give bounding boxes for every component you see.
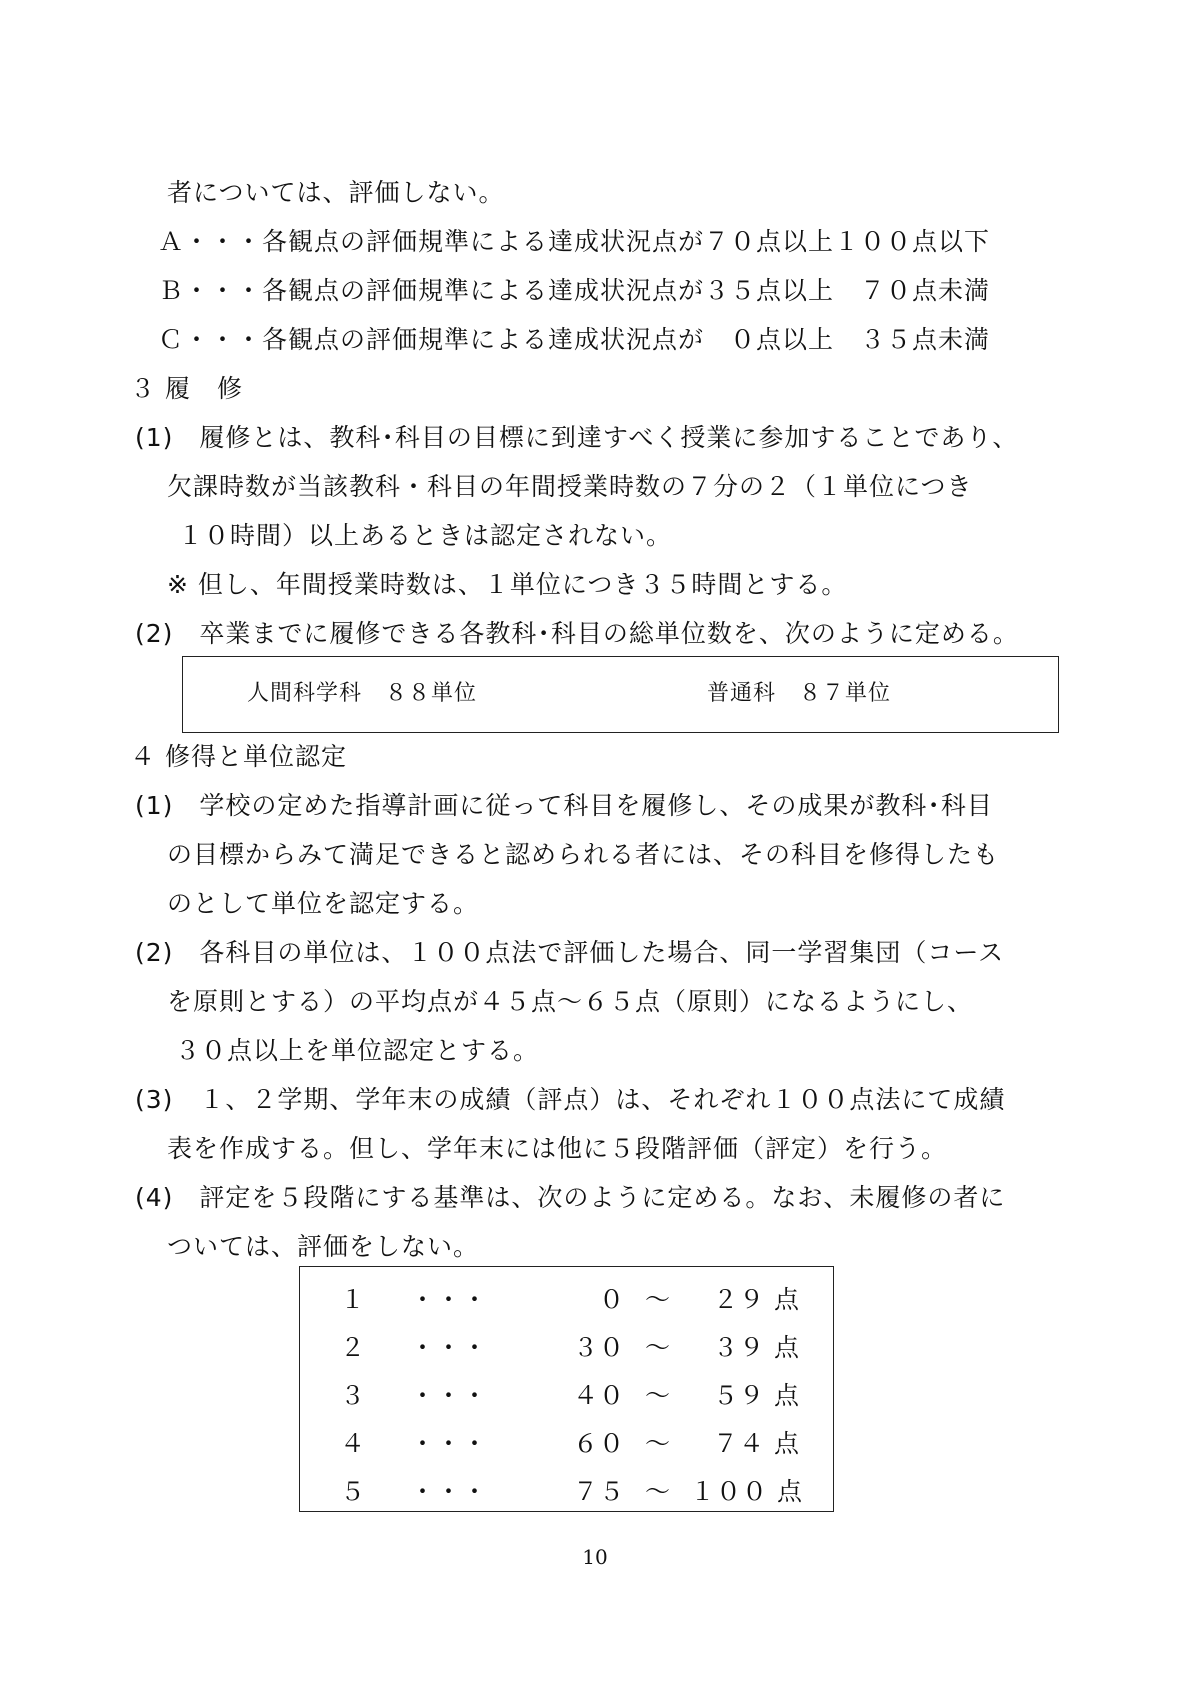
- grade-dots: ・・・: [410, 1477, 489, 1506]
- criterion-b: Ｂ・・・各観点の評価規準による達成状況点が３５点以上 ７０点未満: [158, 276, 991, 305]
- section3-item1-line2: 欠課時数が当該教科・科目の年間授業時数の７分の２（１単位につき: [167, 472, 973, 501]
- grade-number: ４: [340, 1429, 367, 1458]
- grade-tilde: ～: [645, 1381, 672, 1410]
- criterion-a: Ａ・・・各観点の評価規準による達成状況点が７０点以上１００点以下: [158, 227, 991, 256]
- grade-row: [300, 1381, 833, 1411]
- grade-from: ０: [598, 1285, 625, 1314]
- credits-humanities: 人間科学科 ８８単位: [247, 681, 478, 706]
- grade-to: ５９ 点: [713, 1381, 800, 1410]
- grade-dots: ・・・: [410, 1285, 489, 1314]
- section4-heading: ４ 修得と単位認定: [130, 742, 347, 771]
- intro-tail-text: 者については、評価しない。: [167, 178, 505, 207]
- section3-item1-line3: １０時間）以上あるときは認定されない。: [178, 521, 673, 550]
- credits-box: [182, 656, 1059, 733]
- section4-item4-line2: ついては、評価をしない。: [167, 1232, 480, 1261]
- grade-to: １００ 点: [690, 1477, 803, 1506]
- section4-item2-line1: (2) 各科目の単位は、１００点法で評価した場合、同一学習集団（コース: [135, 938, 1005, 967]
- grade-to: ７４ 点: [713, 1429, 800, 1458]
- grade-from: ７５: [572, 1477, 625, 1506]
- section4-item3-line2: 表を作成する。但し、学年末には他に５段階評価（評定）を行う。: [167, 1134, 948, 1163]
- section4-item1-line1: (1) 学校の定めた指導計画に従って科目を履修し、その成果が教科･科目: [135, 791, 993, 820]
- grade-to: ２９ 点: [713, 1285, 800, 1314]
- section4-item1-line3: のとして単位を認定する。: [167, 889, 480, 918]
- section3-heading: ３ 履 修: [130, 374, 243, 403]
- grade-from: ３０: [572, 1333, 625, 1362]
- grade-dots: ・・・: [410, 1429, 489, 1458]
- credits-general: 普通科 ８７単位: [707, 681, 892, 706]
- grade-tilde: ～: [645, 1285, 672, 1314]
- section3-item1-line1: (1) 履修とは、教科･科目の目標に到達すべく授業に参加することであり、: [135, 423, 1019, 452]
- grade-to: ３９ 点: [713, 1333, 800, 1362]
- grade-tilde: ～: [645, 1333, 672, 1362]
- grade-from: ６０: [572, 1429, 625, 1458]
- page-number: 10: [582, 1545, 608, 1569]
- grade-row: [300, 1333, 833, 1363]
- grade-from: ４０: [572, 1381, 625, 1410]
- grade-row: [300, 1477, 833, 1507]
- section4-item2-line3: ３０点以上を単位認定とする。: [175, 1036, 540, 1065]
- grade-tilde: ～: [645, 1477, 672, 1506]
- grade-number: ２: [340, 1333, 367, 1362]
- section4-item2-line2: を原則とする）の平均点が４５点～６５点（原則）になるようにし、: [167, 987, 974, 1016]
- grade-number: １: [340, 1285, 367, 1314]
- grade-tilde: ～: [645, 1429, 672, 1458]
- section3-note: ※ 但し、年間授業時数は、１単位につき３５時間とする。: [167, 570, 848, 599]
- grade-row: [300, 1285, 833, 1315]
- grade-row: [300, 1429, 833, 1459]
- grade-number: ５: [340, 1477, 367, 1506]
- section3-item2-line: (2) 卒業までに履修できる各教科･科目の総単位数を、次のように定める。: [135, 619, 1019, 648]
- section4-item4-line1: (4) 評定を５段階にする基準は、次のように定める。なお、未履修の者に: [135, 1183, 1006, 1212]
- section4-item3-line1: (3) １、２学期、学年末の成績（評点）は、それぞれ１００点法にて成績: [135, 1085, 1006, 1114]
- grade-dots: ・・・: [410, 1333, 489, 1362]
- section4-item1-line2: の目標からみて満足できると認められる者には、その科目を修得したも: [167, 840, 1000, 869]
- criterion-c: Ｃ・・・各観点の評価規準による達成状況点が ０点以上 ３５点未満: [158, 325, 991, 354]
- grade-scale-box: [299, 1266, 834, 1512]
- grade-dots: ・・・: [410, 1381, 489, 1410]
- grade-number: ３: [340, 1381, 367, 1410]
